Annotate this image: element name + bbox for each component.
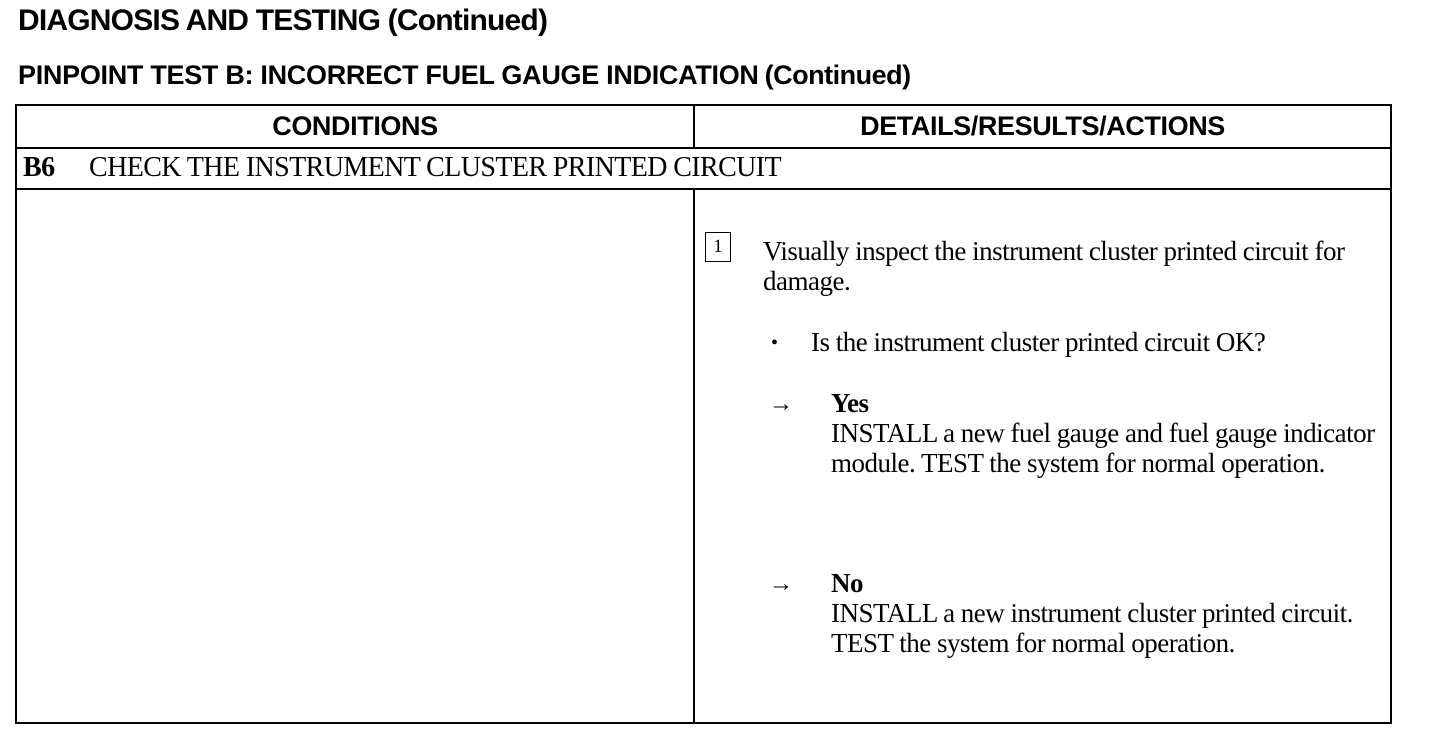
- pinpoint-test-title-text: PINPOINT TEST B: INCORRECT FUEL GAUGE INDICATION: [18, 60, 759, 90]
- inspection-question: Is the instrument cluster printed circuit OK?: [811, 327, 1266, 357]
- inspection-instruction: Visually inspect the instrument cluster printed circuit for damage.: [763, 236, 1345, 296]
- step-title: CHECK THE INSTRUMENT CLUSTER PRINTED CIRCUIT: [89, 152, 782, 183]
- answer-label: Yes: [831, 388, 869, 418]
- column-divider: [693, 190, 695, 722]
- pinpoint-test-title-suffix: (Continued): [764, 60, 911, 90]
- answer-label: No: [831, 568, 863, 598]
- step-row: [23, 149, 781, 187]
- document-title: DIAGNOSIS AND TESTING (Continued): [18, 4, 548, 37]
- step-row-divider: [17, 188, 1390, 190]
- answer-yes: [831, 388, 1391, 478]
- column-divider: [693, 106, 695, 148]
- bullet-icon: •: [771, 332, 779, 354]
- answer-action: INSTALL a new fuel gauge and fuel gauge indicator module. TEST the system for normal operation.: [831, 418, 1375, 478]
- arrow-right-icon: →: [769, 391, 793, 417]
- details-column-header: DETAILS/RESULTS/ACTIONS: [860, 111, 1225, 141]
- arrow-right-icon: →: [769, 571, 793, 597]
- pinpoint-test-title: [18, 60, 911, 91]
- pinpoint-test-table: [15, 104, 1392, 724]
- answer-action: INSTALL a new instrument cluster printed circuit. TEST the system for normal operation.: [831, 598, 1353, 658]
- answer-no: [831, 568, 1391, 658]
- step-id: B6: [23, 152, 55, 183]
- sub-step-number-box: 1: [705, 232, 731, 262]
- conditions-column-header: CONDITIONS: [272, 111, 438, 141]
